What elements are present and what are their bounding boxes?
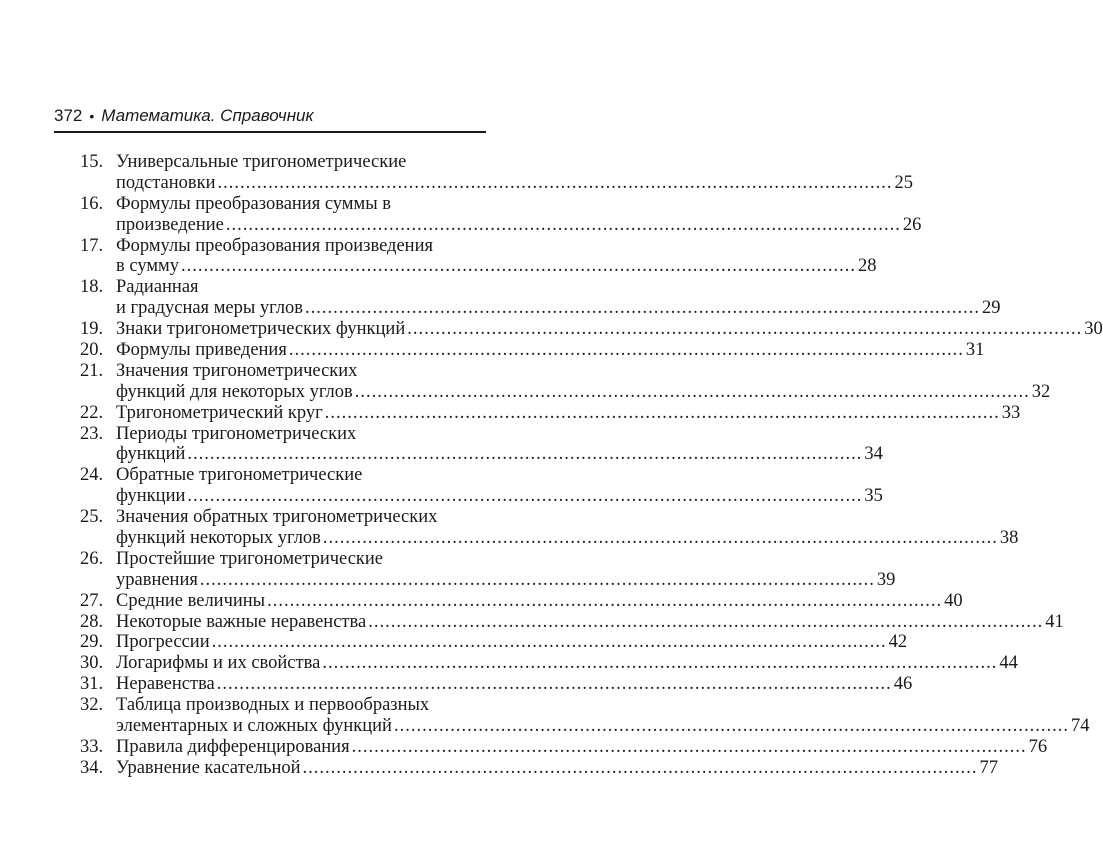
toc-entry-line	[80, 611, 1064, 633]
toc-entry-line	[80, 716, 1090, 737]
toc-entry-title: Логарифмы и их свойства	[116, 653, 321, 674]
toc-entry-page: 33	[1001, 402, 1021, 423]
toc-entry-number: 29.	[80, 632, 104, 653]
dot-leader: ........................................................................................................................	[322, 653, 998, 674]
toc-entry-title: Значения тригонометрических	[116, 360, 358, 381]
toc-entry	[80, 611, 1064, 633]
toc-entry-line	[80, 319, 1103, 340]
toc-entry-line	[80, 340, 985, 361]
toc-entry-page: 77	[979, 757, 999, 778]
dot-leader: ........................................................................................................................	[393, 716, 1069, 737]
toc-entry-page: 30	[1084, 319, 1103, 340]
toc-entry-page: 41	[1045, 611, 1064, 632]
toc-entry-line	[80, 528, 1019, 549]
dot-leader: ........................................................................................................................	[187, 486, 863, 507]
toc-entry-line	[80, 695, 484, 716]
dot-leader: ........................................................................................................................	[368, 611, 1044, 632]
toc-entry-line	[80, 465, 484, 486]
toc-entry-line	[80, 486, 883, 507]
toc-entry-title: Формулы преобразования произведения	[116, 235, 433, 256]
toc-entry-page: 31	[965, 340, 985, 361]
toc-entry-number: 17.	[80, 235, 104, 256]
toc-entry	[80, 674, 913, 695]
toc-entry-title: в сумму	[116, 256, 179, 277]
toc-entry-number: 23.	[80, 423, 104, 444]
toc-entry-title: Уравнение касательной	[116, 757, 301, 778]
toc-entry	[80, 757, 999, 779]
toc-entry-title: Правила дифференцирования	[116, 736, 350, 757]
toc-entry-line	[80, 381, 1051, 403]
toc-entry-page: 25	[894, 172, 914, 193]
toc-entry-page: 38	[999, 528, 1019, 549]
header-rule	[54, 131, 486, 133]
toc-entry-page: 28	[858, 256, 877, 277]
toc-entry	[80, 653, 1018, 674]
dot-leader: ........................................................................................................................	[354, 381, 1030, 402]
toc-entry-line	[80, 590, 963, 612]
toc-entry	[80, 319, 1103, 340]
dot-leader: ........................................................................................................................	[305, 298, 981, 319]
toc-entry-page: 29	[982, 298, 1001, 319]
toc-entry-title: произведение	[116, 214, 224, 235]
toc-entry	[80, 423, 883, 466]
toc-entry-page: 34	[864, 444, 883, 465]
toc-entry-line	[80, 277, 484, 298]
toc-entry-title: функций некоторых углов	[116, 528, 321, 549]
toc-entry	[80, 695, 1090, 737]
dot-leader: ........................................................................................................................	[216, 674, 892, 695]
toc-entry-line	[80, 507, 484, 528]
dot-leader: ........................................................................................................................	[351, 736, 1027, 757]
toc-entry-title: Неравенства	[116, 674, 215, 695]
toc-entry-title: Средние величины	[116, 590, 266, 611]
toc-entry-number: 33.	[80, 736, 104, 757]
toc-entry	[80, 548, 896, 591]
dot-leader: ........................................................................................................................	[217, 172, 893, 193]
toc-entry-number: 18.	[80, 277, 104, 298]
toc-entry-line	[80, 298, 1001, 319]
toc-entry-title: Некоторые важные неравенства	[116, 611, 367, 632]
toc-entry-line	[80, 424, 484, 445]
dot-leader: ........................................................................................................................	[302, 757, 978, 778]
book-title: Математика. Справочник	[101, 106, 314, 125]
toc-entry-title: Таблица производных и первообразных	[116, 695, 430, 716]
toc-entry-title: функций для некоторых углов	[116, 381, 353, 402]
toc-entry	[80, 465, 883, 507]
toc-entry-line	[80, 152, 484, 173]
toc-entry-number: 28.	[80, 611, 104, 632]
toc-entry-title: уравнения	[116, 569, 198, 590]
toc-entry-page: 44	[999, 653, 1018, 674]
toc-entry-number: 21.	[80, 360, 104, 381]
toc-entry-number: 19.	[80, 319, 104, 340]
toc-entry-line	[80, 194, 484, 215]
toc-entry	[80, 736, 1048, 758]
toc-entry-title: элементарных и сложных функций	[116, 716, 392, 737]
dot-leader: ........................................................................................................................	[199, 569, 875, 590]
toc-entry-title: функций	[116, 444, 186, 465]
toc-entry-number: 25.	[80, 507, 104, 528]
toc-entry	[80, 152, 914, 194]
toc-entry-line	[80, 569, 896, 591]
page-number: 372	[54, 106, 83, 125]
toc-entry-number: 26.	[80, 548, 104, 569]
toc-entry-number: 20.	[80, 340, 104, 361]
header-bullet: •	[89, 108, 95, 124]
toc-entry-number: 30.	[80, 653, 104, 674]
toc-entry-page: 40	[944, 590, 963, 611]
toc-entry-number: 22.	[80, 402, 104, 423]
toc-entry-title: Формулы приведения	[116, 340, 287, 361]
toc-entry-line	[80, 549, 484, 570]
toc-entry-line	[80, 653, 1018, 674]
toc-entry-title: подстановки	[116, 172, 216, 193]
dot-leader: ........................................................................................................................	[322, 528, 998, 549]
toc-entry-line	[80, 256, 877, 277]
toc-entry	[80, 507, 1019, 549]
toc-entry-number: 27.	[80, 590, 104, 611]
toc-entry-page: 35	[864, 486, 883, 507]
toc-entry-title: функции	[116, 486, 186, 507]
dot-leader: ........................................................................................................................	[407, 319, 1083, 340]
toc-entry-line	[80, 214, 922, 236]
toc-entry-number: 15.	[80, 152, 104, 172]
dot-leader: ........................................................................................................................	[181, 256, 856, 277]
toc-entry-number: 31.	[80, 674, 104, 695]
toc-entry-title: Тригонометрический круг	[116, 402, 323, 423]
toc-entry	[80, 360, 1051, 403]
toc-entry-line	[80, 674, 913, 695]
toc-entry	[80, 193, 922, 236]
toc-entry-title: Обратные тригонометрические	[116, 465, 363, 486]
toc-entry-title: Прогрессии	[116, 632, 210, 653]
table-of-contents	[80, 152, 1103, 779]
dot-leader: ........................................................................................................................	[187, 444, 863, 465]
toc-entry-title: и градусная меры углов	[116, 298, 304, 319]
dot-leader: ........................................................................................................................	[324, 402, 1000, 423]
toc-entry-title: Значения обратных тригонометрических	[116, 507, 438, 528]
toc-entry-page: 39	[876, 569, 896, 590]
dot-leader: ........................................................................................................................	[267, 590, 943, 611]
toc-entry	[80, 277, 1001, 319]
toc-entry-page: 26	[902, 214, 922, 235]
toc-entry	[80, 340, 985, 361]
toc-entry-line	[80, 736, 1048, 758]
toc-entry	[80, 590, 963, 612]
toc-entry-line	[80, 361, 484, 382]
toc-entry-title: Периоды тригонометрических	[116, 423, 357, 444]
toc-entry-line	[80, 236, 484, 257]
toc-entry-title: Формулы преобразования суммы в	[116, 193, 392, 214]
toc-entry-page: 42	[888, 632, 908, 653]
dot-leader: ........................................................................................................................	[225, 214, 901, 235]
toc-entry-number: 24.	[80, 465, 104, 486]
toc-entry-title: Простейшие тригонометрические	[116, 548, 384, 569]
toc-entry-page: 74	[1070, 716, 1090, 737]
toc-entry-line	[80, 172, 914, 194]
dot-leader: ........................................................................................................................	[288, 340, 964, 361]
toc-entry-number: 32.	[80, 695, 104, 716]
toc-entry-number: 16.	[80, 193, 104, 214]
toc-entry-page: 32	[1031, 381, 1051, 402]
toc-entry	[80, 632, 908, 653]
toc-entry-page: 46	[893, 674, 913, 695]
toc-entry-title: Радианная	[116, 277, 199, 298]
toc-entry-line	[80, 402, 1021, 424]
toc-entry-number: 34.	[80, 757, 104, 778]
toc-entry-line	[80, 632, 908, 653]
toc-entry-line	[80, 444, 883, 465]
toc-entry-line	[80, 757, 999, 779]
toc-entry-page: 76	[1028, 736, 1048, 757]
dot-leader: ........................................................................................................................	[211, 632, 887, 653]
running-header	[54, 102, 486, 130]
toc-entry-title: Универсальные тригонометрические	[116, 152, 407, 172]
toc-entry-title: Знаки тригонометрических функций	[116, 319, 406, 340]
toc-entry	[80, 235, 877, 278]
toc-entry	[80, 402, 1021, 424]
